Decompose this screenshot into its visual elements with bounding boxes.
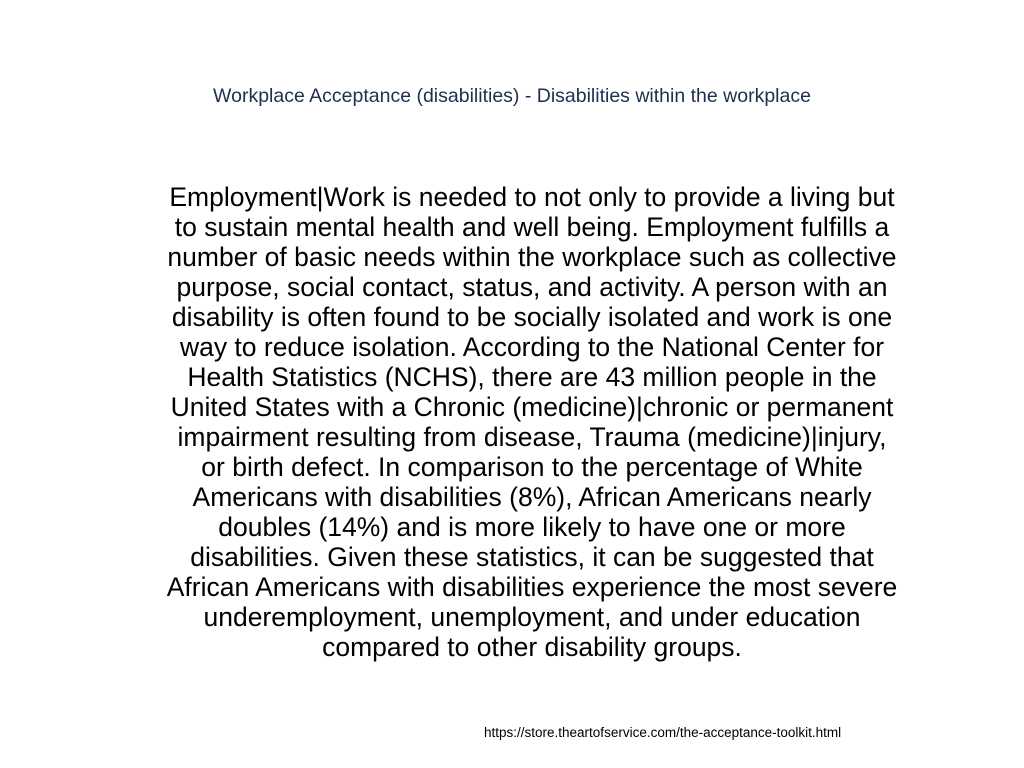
body-line: impairment resulting from disease, Trauma (medicine)|injury,: [177, 422, 887, 452]
footer-link[interactable]: https://store.theartofservice.com/the-acceptance-toolkit.html: [484, 725, 842, 740]
body-line: disabilities. Given these statistics, it can be suggested that: [190, 542, 874, 572]
body-line: African Americans with disabilities experience the most severe: [166, 572, 898, 602]
body-line: Health Statistics (NCHS), there are 43 million people in the: [187, 362, 877, 392]
body-line: to sustain mental health and well being. Employment fulfills a: [174, 212, 890, 242]
body-line: United States with a Chronic (medicine)|chronic or permanent: [170, 392, 894, 422]
slide-title: Workplace Acceptance (disabilities) - Disabilities within the workplace: [213, 85, 811, 107]
body-line: way to reduce isolation. According to the National Center for: [179, 332, 885, 362]
body-line: disability is often found to be socially isolated and work is one: [171, 302, 893, 332]
body-line: purpose, social contact, status, and activity. A person with an: [176, 272, 888, 302]
body-line: or birth defect. In comparison to the percentage of White: [201, 452, 863, 482]
body-line: compared to other disability groups.: [322, 632, 742, 662]
body-line: underemployment, unemployment, and under education: [203, 602, 861, 632]
body-line: number of basic needs within the workplace such as collective: [167, 242, 897, 272]
body-line: doubles (14%) and is more likely to have one or more: [218, 512, 846, 542]
slide-body-text: [92, 182, 972, 662]
body-line: Americans with disabilities (8%), African Americans nearly: [192, 482, 872, 512]
body-line: Employment|Work is needed to not only to provide a living but: [169, 182, 895, 212]
